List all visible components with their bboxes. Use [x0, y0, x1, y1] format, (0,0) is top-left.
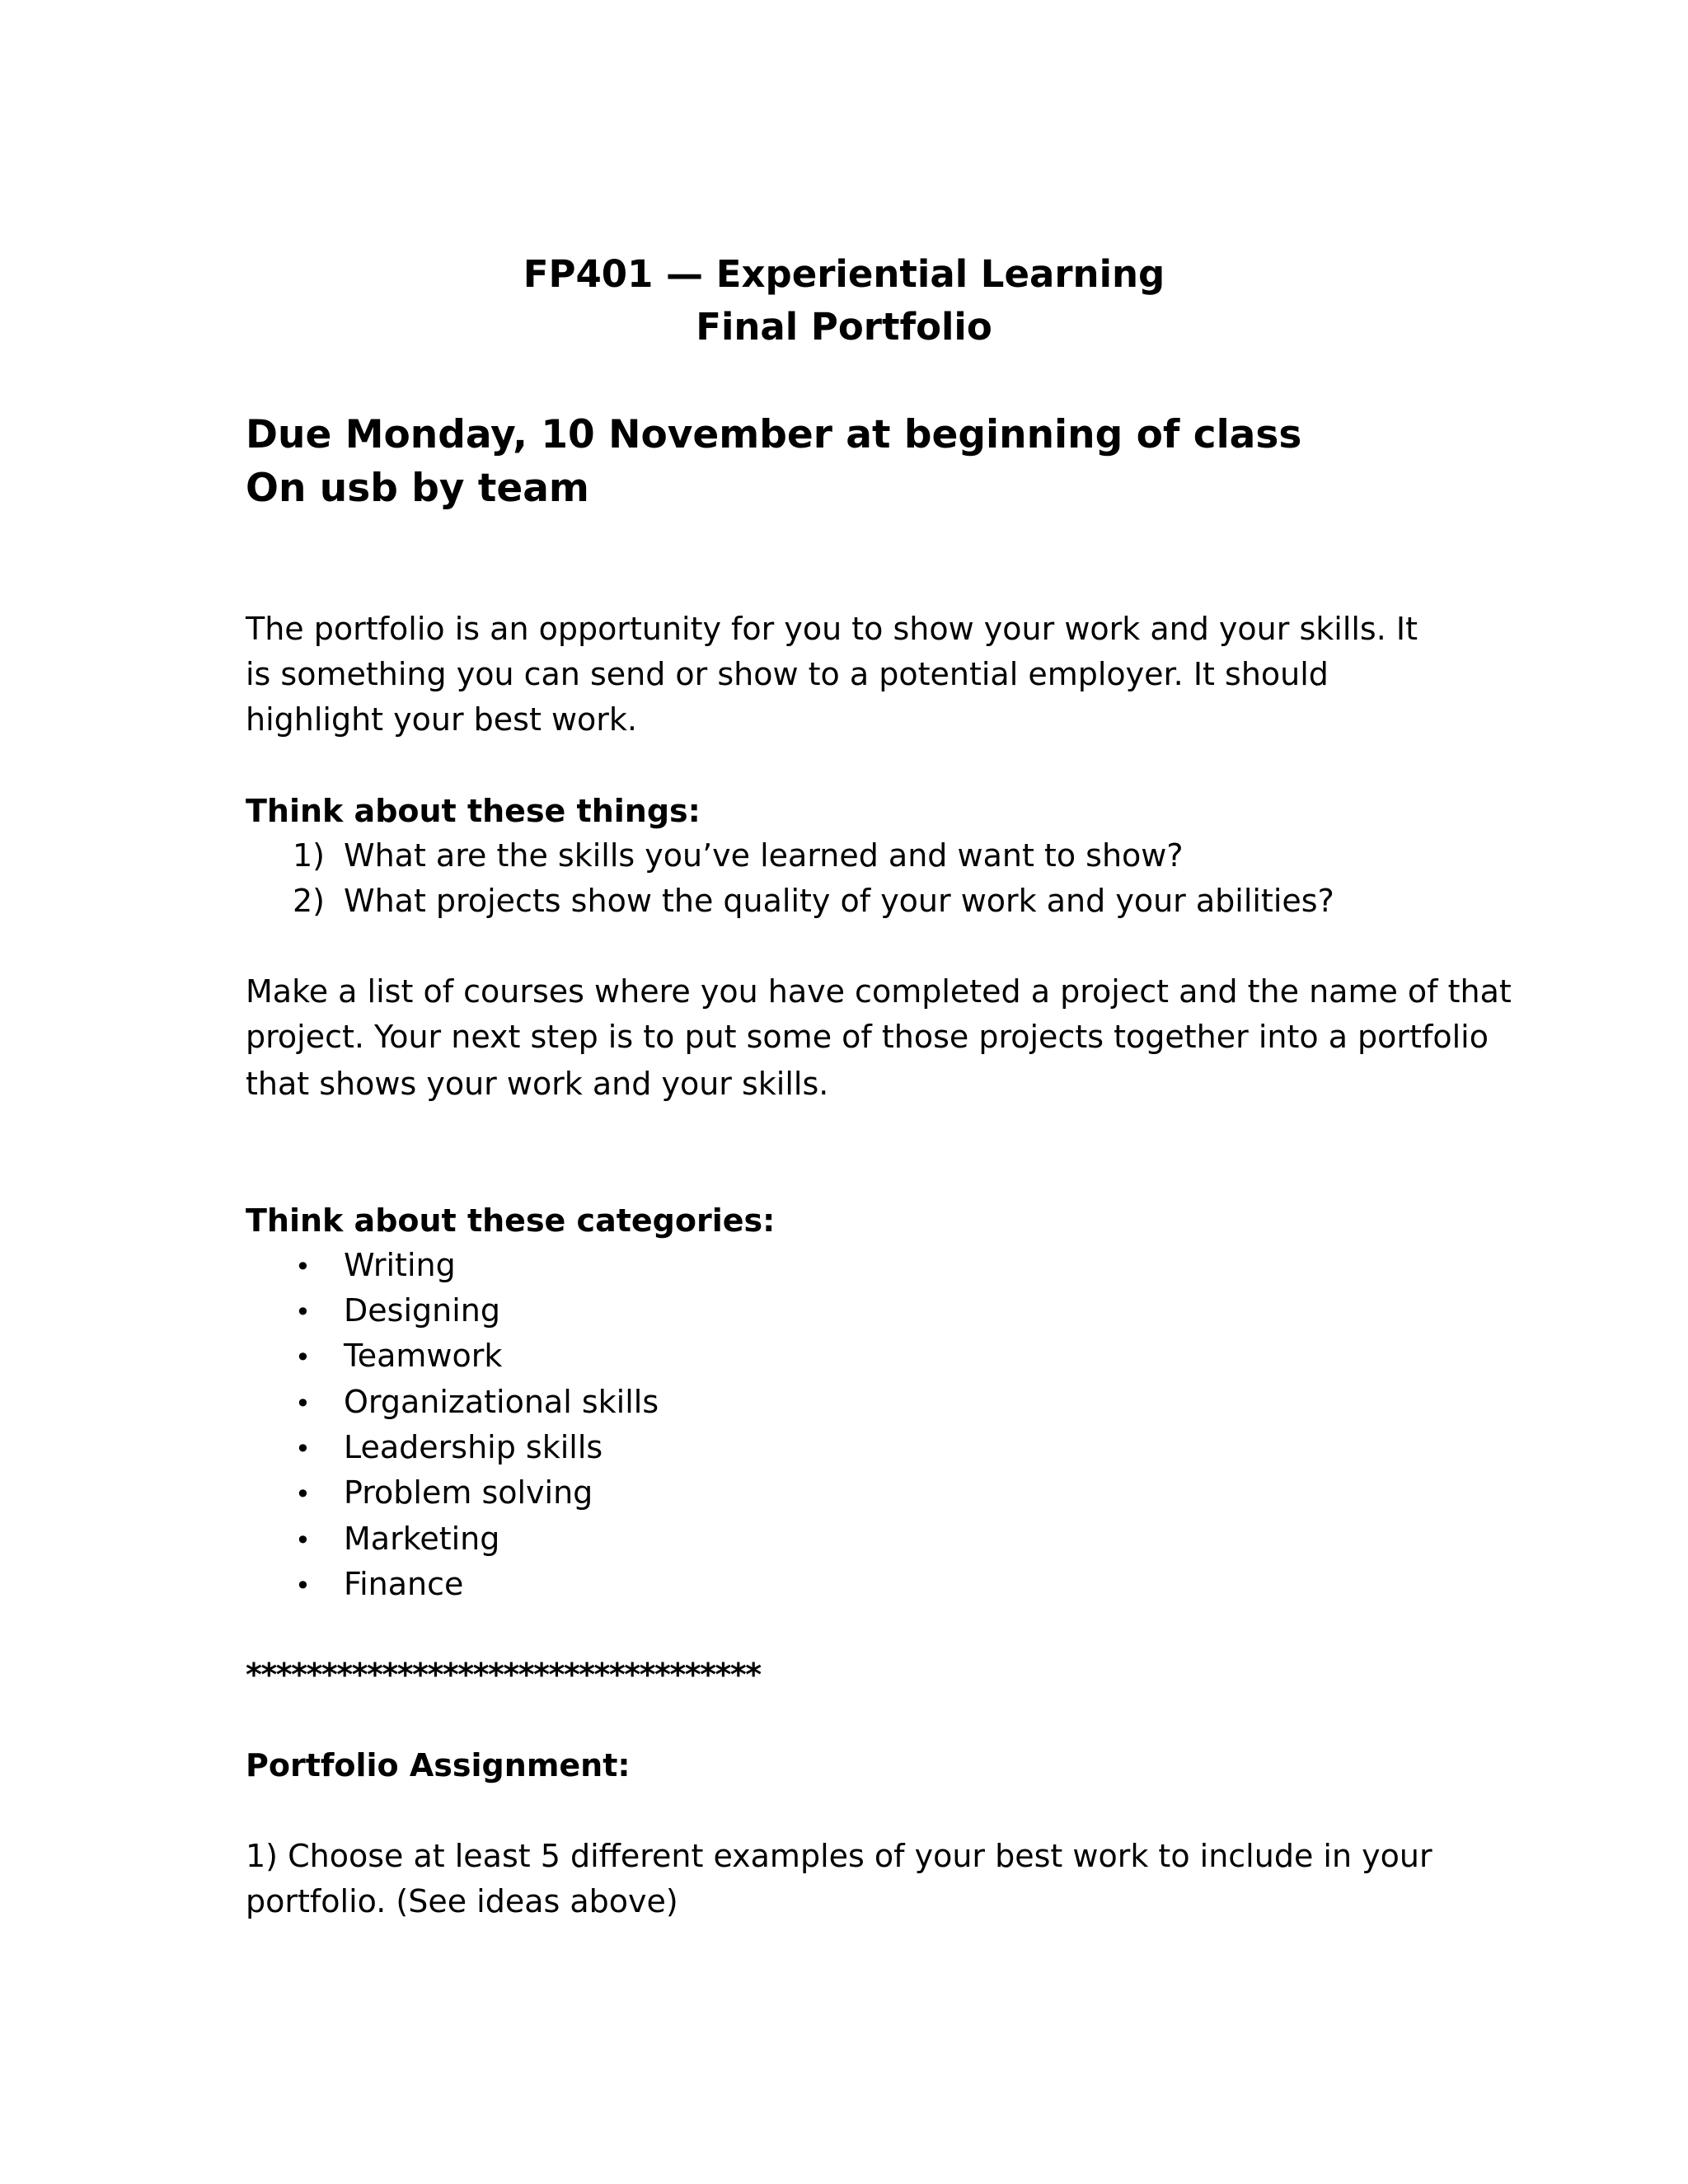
submission-method-line: On usb by team: [246, 466, 589, 511]
category-label: Problem solving: [344, 1474, 593, 1511]
bullet-icon: •: [295, 1342, 311, 1373]
category-label: Designing: [344, 1292, 500, 1329]
category-label: Leadership skills: [344, 1429, 603, 1465]
list-item-number: 1): [293, 837, 326, 874]
bullet-icon: •: [295, 1296, 311, 1328]
categories-heading: Think about these categories:: [246, 1202, 776, 1239]
assignment-line: 1) Choose at least 5 different examples of your best work to include in your: [246, 1838, 1432, 1874]
things-heading: Think about these things:: [246, 793, 701, 829]
paragraph-line: that shows your work and your skills.: [246, 1066, 829, 1102]
bullet-icon: •: [295, 1525, 311, 1556]
category-label: Organizational skills: [344, 1384, 659, 1420]
asterisk-separator: **********************************: [246, 1657, 761, 1693]
paragraph-line: project. Your next step is to put some of those projects together into a portfolio: [246, 1019, 1489, 1055]
category-label: Teamwork: [344, 1338, 503, 1374]
paragraph-line: Make a list of courses where you have completed a project and the name of that: [246, 973, 1512, 1010]
category-label: Writing: [344, 1247, 456, 1283]
document-subtitle: Final Portfolio: [696, 305, 992, 349]
assignment-line: portfolio. (See ideas above): [246, 1883, 678, 1919]
bullet-icon: •: [295, 1570, 311, 1601]
list-item-text: What are the skills you’ve learned and want to show?: [344, 837, 1184, 874]
intro-line: highlight your best work.: [246, 701, 637, 738]
document-title: FP401 — Experiential Learning: [523, 252, 1165, 296]
list-item-number: 2): [293, 883, 326, 919]
category-label: Marketing: [344, 1521, 500, 1557]
bullet-icon: •: [295, 1251, 311, 1282]
due-date-line: Due Monday, 10 November at beginning of class: [246, 412, 1302, 457]
assignment-heading: Portfolio Assignment:: [246, 1747, 631, 1783]
intro-line: is something you can send or show to a potential employer. It should: [246, 656, 1329, 692]
bullet-icon: •: [295, 1479, 311, 1510]
intro-line: The portfolio is an opportunity for you to show your work and your skills. It: [246, 611, 1418, 647]
bullet-icon: •: [295, 1433, 311, 1465]
bullet-icon: •: [295, 1388, 311, 1419]
category-label: Finance: [344, 1566, 464, 1602]
list-item-text: What projects show the quality of your work and your abilities?: [344, 883, 1334, 919]
